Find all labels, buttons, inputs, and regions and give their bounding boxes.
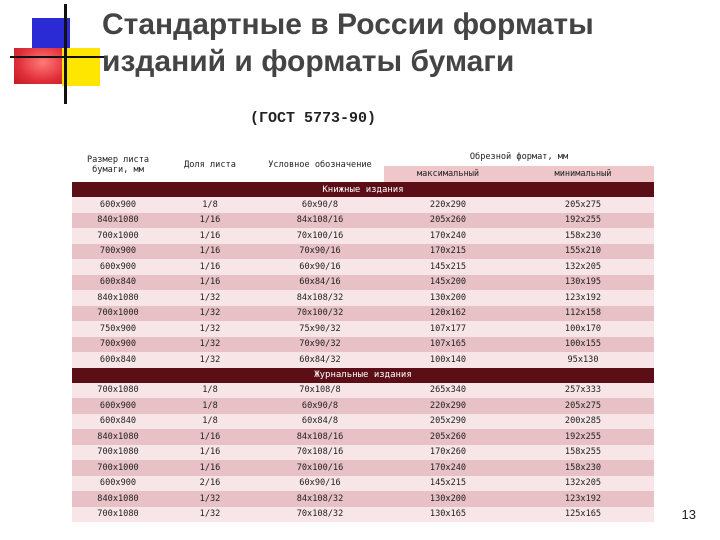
cell-sheet-share: 1/32 [164, 321, 256, 337]
cell-min-format: 112x158 [512, 306, 654, 322]
table-header-row [72, 148, 654, 166]
cell-sheet-size: 840x1080 [72, 491, 164, 507]
header-minimum: минимальный [512, 166, 654, 182]
cell-sheet-size: 840x1080 [72, 213, 164, 229]
cell-sheet-size: 700x1000 [72, 306, 164, 322]
cell-min-format: 123x192 [512, 491, 654, 507]
cell-min-format: 257x333 [512, 383, 654, 399]
cell-sheet-share: 1/16 [164, 228, 256, 244]
table-row [72, 445, 654, 461]
cell-max-format: 220x290 [384, 398, 512, 414]
table-row [72, 383, 654, 399]
table-row [72, 507, 654, 523]
cell-min-format: 100x155 [512, 337, 654, 353]
cell-max-format: 130x200 [384, 290, 512, 306]
cell-max-format: 100x140 [384, 352, 512, 368]
cell-max-format: 205x260 [384, 429, 512, 445]
formats-table [72, 148, 654, 522]
page-number: 13 [681, 507, 696, 522]
table-row [72, 460, 654, 476]
cell-designation: 75x90/32 [256, 321, 384, 337]
table-row [72, 352, 654, 368]
cell-max-format: 170x240 [384, 460, 512, 476]
cell-sheet-size: 600x840 [72, 352, 164, 368]
cell-sheet-size: 700x1000 [72, 460, 164, 476]
cell-max-format: 170x240 [384, 228, 512, 244]
cell-designation: 70x90/16 [256, 244, 384, 260]
cell-sheet-share: 1/8 [164, 197, 256, 213]
cell-max-format: 107x165 [384, 337, 512, 353]
cell-min-format: 205x275 [512, 197, 654, 213]
table-row [72, 337, 654, 353]
table-row [72, 259, 654, 275]
cell-designation: 70x90/32 [256, 337, 384, 353]
cell-min-format: 125x165 [512, 507, 654, 523]
table-row [72, 244, 654, 260]
formats-table-body [72, 148, 654, 522]
cell-max-format: 170x260 [384, 445, 512, 461]
cell-min-format: 95x130 [512, 352, 654, 368]
cell-min-format: 192x255 [512, 213, 654, 229]
cell-sheet-share: 1/32 [164, 491, 256, 507]
cell-min-format: 158x230 [512, 460, 654, 476]
cell-designation: 84x108/32 [256, 290, 384, 306]
cell-sheet-size: 750x900 [72, 321, 164, 337]
cell-sheet-share: 1/16 [164, 460, 256, 476]
cell-min-format: 130x195 [512, 275, 654, 291]
cell-sheet-share: 1/16 [164, 244, 256, 260]
cell-designation: 60x84/8 [256, 414, 384, 430]
cell-sheet-share: 1/8 [164, 414, 256, 430]
header-maximum: максимальный [384, 166, 512, 182]
cell-sheet-share: 1/8 [164, 398, 256, 414]
cell-sheet-size: 600x900 [72, 197, 164, 213]
table-row [72, 476, 654, 492]
cell-max-format: 265x340 [384, 383, 512, 399]
cell-sheet-share: 1/32 [164, 337, 256, 353]
cell-max-format: 145x215 [384, 476, 512, 492]
cell-min-format: 132x205 [512, 259, 654, 275]
cell-sheet-share: 1/8 [164, 383, 256, 399]
cell-max-format: 170x215 [384, 244, 512, 260]
table-row [72, 321, 654, 337]
cell-sheet-size: 840x1080 [72, 429, 164, 445]
cell-designation: 70x100/16 [256, 228, 384, 244]
table-row [72, 290, 654, 306]
cell-min-format: 155x210 [512, 244, 654, 260]
cell-sheet-size: 600x840 [72, 275, 164, 291]
cell-min-format: 205x275 [512, 398, 654, 414]
cell-min-format: 123x192 [512, 290, 654, 306]
table-row [72, 197, 654, 213]
section-row [72, 182, 654, 197]
cell-sheet-share: 2/16 [164, 476, 256, 492]
decor-vertical-line [64, 4, 67, 104]
cell-sheet-size: 700x1080 [72, 507, 164, 523]
cell-sheet-size: 700x900 [72, 337, 164, 353]
page-title [102, 6, 702, 80]
cell-max-format: 130x165 [384, 507, 512, 523]
cell-sheet-share: 1/16 [164, 445, 256, 461]
table-row [72, 275, 654, 291]
cell-designation: 70x108/8 [256, 383, 384, 399]
cell-designation: 70x100/32 [256, 306, 384, 322]
cell-min-format: 192x255 [512, 429, 654, 445]
table-row [72, 429, 654, 445]
cell-max-format: 220x290 [384, 197, 512, 213]
section-title: Журнальные издания [72, 368, 654, 383]
gost-subtitle: (ГОСТ 5773-90) [250, 110, 377, 127]
cell-designation: 84x108/16 [256, 429, 384, 445]
cell-max-format: 145x200 [384, 275, 512, 291]
table-row [72, 306, 654, 322]
table-row [72, 213, 654, 229]
cell-sheet-size: 600x900 [72, 476, 164, 492]
table-row [72, 228, 654, 244]
decor-horizontal-line [10, 56, 106, 58]
title-line-2: изданий и форматы бумаги [102, 45, 515, 78]
cell-sheet-share: 1/32 [164, 306, 256, 322]
cell-min-format: 158x255 [512, 445, 654, 461]
cell-min-format: 132x205 [512, 476, 654, 492]
cell-sheet-size: 700x1080 [72, 383, 164, 399]
decor-yellow-square [62, 48, 100, 86]
cell-designation: 60x84/16 [256, 275, 384, 291]
table-row [72, 398, 654, 414]
cell-designation: 60x90/8 [256, 398, 384, 414]
cell-sheet-share: 1/16 [164, 213, 256, 229]
table-row [72, 414, 654, 430]
header-sheet-size: Размер листа бумаги, мм [72, 148, 164, 182]
cell-designation: 60x90/8 [256, 197, 384, 213]
cell-sheet-size: 700x1000 [72, 228, 164, 244]
cell-sheet-size: 700x1080 [72, 445, 164, 461]
cell-sheet-size: 840x1080 [72, 290, 164, 306]
cell-min-format: 100x170 [512, 321, 654, 337]
cell-sheet-share: 1/16 [164, 275, 256, 291]
cell-sheet-share: 1/16 [164, 429, 256, 445]
cell-sheet-share: 1/32 [164, 290, 256, 306]
cell-designation: 60x90/16 [256, 476, 384, 492]
cell-designation: 70x100/16 [256, 460, 384, 476]
cell-designation: 60x84/32 [256, 352, 384, 368]
section-title: Книжные издания [72, 182, 654, 197]
cell-designation: 70x108/32 [256, 507, 384, 523]
header-sheet-share: Доля листа [164, 148, 256, 182]
cell-max-format: 130x200 [384, 491, 512, 507]
cell-min-format: 200x285 [512, 414, 654, 430]
header-designation: Условное обозначение [256, 148, 384, 182]
title-line-1: Стандартные в России форматы [102, 8, 594, 41]
cell-max-format: 145x215 [384, 259, 512, 275]
cell-max-format: 120x162 [384, 306, 512, 322]
cell-sheet-share: 1/16 [164, 259, 256, 275]
cell-max-format: 107x177 [384, 321, 512, 337]
cell-designation: 84x108/16 [256, 213, 384, 229]
cell-sheet-size: 600x840 [72, 414, 164, 430]
cell-min-format: 158x230 [512, 228, 654, 244]
cell-sheet-size: 700x900 [72, 244, 164, 260]
cell-designation: 60x90/16 [256, 259, 384, 275]
section-row [72, 368, 654, 383]
cell-sheet-size: 600x900 [72, 259, 164, 275]
cell-max-format: 205x260 [384, 213, 512, 229]
cell-max-format: 205x290 [384, 414, 512, 430]
table-row [72, 491, 654, 507]
decor-red-square [14, 48, 62, 84]
cell-sheet-share: 1/32 [164, 507, 256, 523]
cell-designation: 84x108/32 [256, 491, 384, 507]
cell-sheet-size: 600x900 [72, 398, 164, 414]
cell-designation: 70x108/16 [256, 445, 384, 461]
cell-sheet-share: 1/32 [164, 352, 256, 368]
header-trim-format: Обрезной формат, мм [384, 148, 654, 166]
